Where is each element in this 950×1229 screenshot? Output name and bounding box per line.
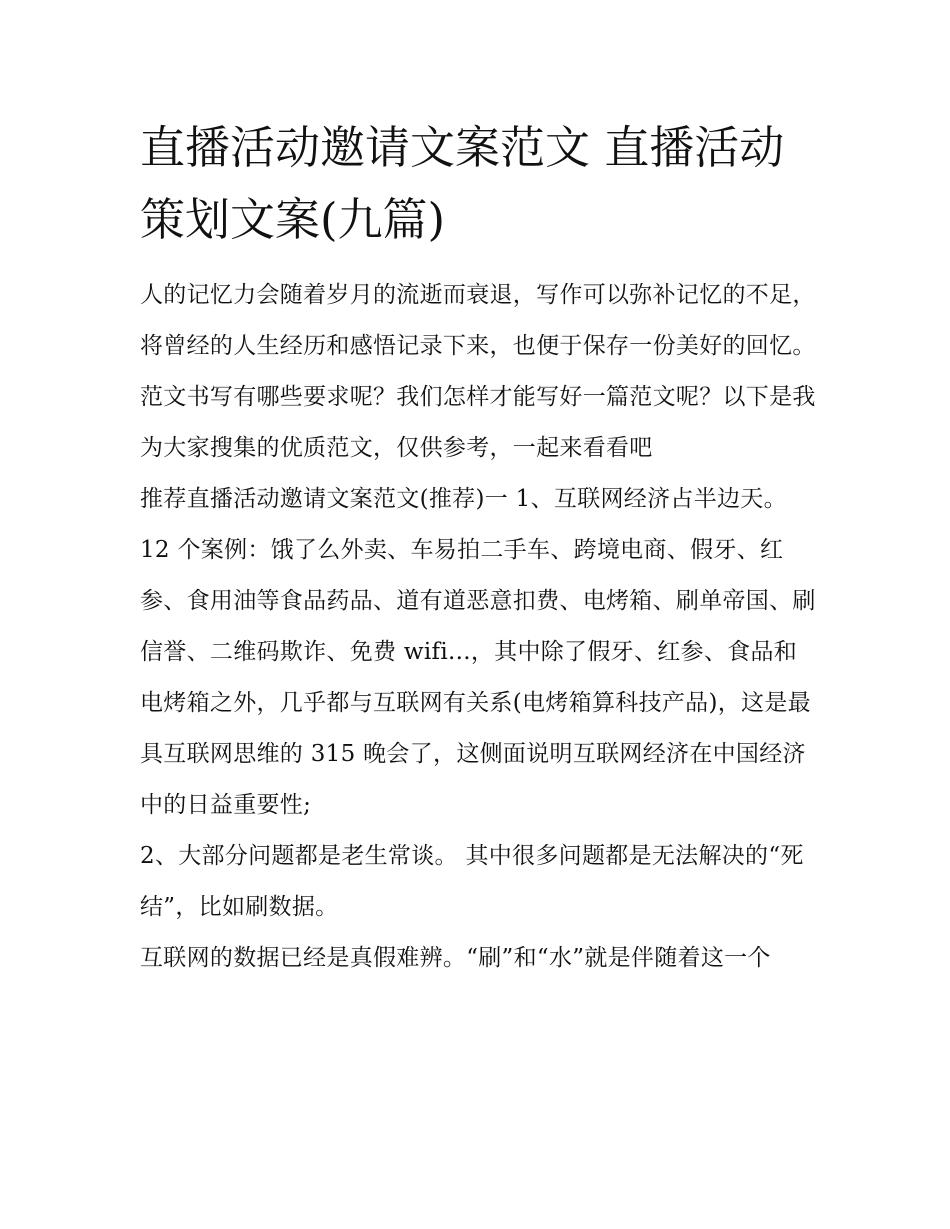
data-paragraph: 互联网的数据已经是真假难辨。“刷”和“水”就是伴随着这一个	[140, 945, 771, 971]
document-title: 直播活动邀请文案范文 直播活动策划文案(九篇)	[140, 121, 785, 246]
document-content	[140, 112, 820, 984]
intro-paragraph: 人的记忆力会随着岁月的流逝而衰退，写作可以弥补记忆的不足，将曾经的人生经历和感悟记录下来，也便于保存一份美好的回忆。范文书写有哪些要求呢？我们怎样才能写好一篇范文呢？以下是我为大家搜集的优质范文，仅供参考，一起来看看吧	[140, 282, 816, 461]
point-two-paragraph: 2、大部分问题都是老生常谈。 其中很多问题都是无法解决的“死结”，比如刷数据。	[140, 843, 804, 920]
document-body	[140, 270, 820, 984]
section-one-heading-paragraph: 推荐直播活动邀请文案范文(推荐)一 1、互联网经济占半边天。	[140, 486, 787, 512]
cases-paragraph: 12 个案例：饿了么外卖、车易拍二手车、跨境电商、假牙、红参、食用油等食品药品、道有道恶意扣费、电烤箱、刷单帝国、刷信誉、二维码欺诈、免费 wifi...，其中除了假牙、红参、食品和电烤箱之外，几乎都与互联网有关系(电烤箱算科技产品)，这是最具互联网思维的 315 晚会了，这侧面说明互联网经济在中国经济中的日益重要性;	[140, 537, 816, 818]
